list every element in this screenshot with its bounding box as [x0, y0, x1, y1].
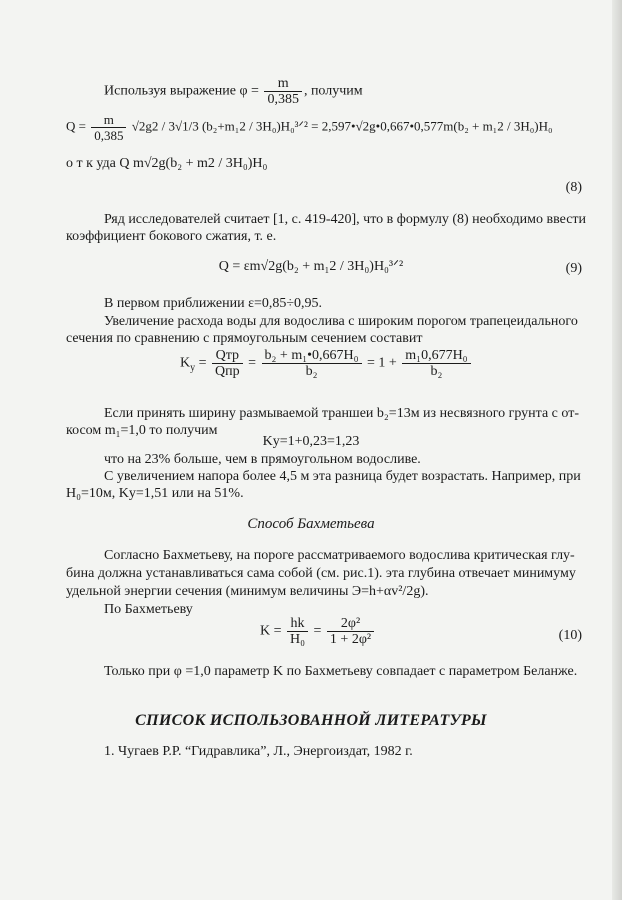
reference-item-1: 1. Чугаев Р.Р. “Гидравлика”, Л., Энергоиздат, 1982 г. [104, 744, 413, 759]
formula-q-main: Q = $\frac{m}{0,385}$ √2g2 / 3√1/3 (b₂+m₁2 / 3H₀)H₀³ᐟ² = 2,597•√2g•0,667•0,577m(b₂ + m₁2 / 3H₀)H₀ [66, 112, 553, 143]
para5-line1: Согласно Бахметьеву, на пороге рассматриваемого водослива критическая глу- [104, 548, 575, 563]
para5-line2: бина должна устанавливаться сама собой (см. рис.1). эта глубина отвечает минимуму [66, 566, 576, 581]
po-bakhmetevu: По Бахметьеву [104, 602, 193, 617]
ky-fraction-3: $\frac{\text{m₁0,677H₀}}{\text{b₂}}$ [402, 348, 470, 379]
formula-otkuda: о т к уда Q m√2g(b₂ + m2 / 3H₀)H₀ [66, 156, 268, 171]
para3-line1: Если принять ширину размываемой траншеи b₂=13м из несвязного грунта с от- [104, 406, 579, 421]
ky-value: Kу=1+0,23=1,23 [262, 434, 360, 449]
eq10-number: (10) [558, 628, 582, 643]
ky-fraction-1: $\frac{\text{Qтр}}{\text{Qпр}}$ [212, 348, 243, 379]
ky-fraction-2: $\frac{\text{b₂ + m₁•0,667H₀}}{\text{b₂}}$ [262, 348, 362, 379]
k-fraction-2: $\frac{\text{2φ²}}{\text{1 + 2φ²}}$ [327, 616, 374, 647]
intro-line: Используя выражение φ = $\frac{m}{0,385}$ , получим [104, 76, 363, 107]
para3-line2: косом m₁=1,0 то получим [66, 423, 218, 438]
para6: Только при φ =1,0 параметр K по Бахметьеву совпадает с параметром Беланже. [104, 664, 578, 679]
para4-line2: H₀=10м, Kу=1,51 или на 51%. [66, 486, 244, 501]
eq8-number: (8) [565, 180, 582, 195]
eq9-number: (9) [565, 261, 582, 276]
para4-line1: С увеличением напора более 4,5 м эта разница будет возрастать. Например, при [104, 469, 581, 484]
formula10: K = $\frac{hk}{\text{H₀}}$ = $\frac{\text{2φ²}}{\text{1 + 2φ²}}$ [260, 616, 376, 647]
references-heading: СПИСОК ИСПОЛЬЗОВАННОЙ ЛИТЕРАТУРЫ [135, 712, 487, 729]
para2-line1: Увеличение расхода воды для водослива с широким порогом трапецеидального [104, 314, 578, 329]
formula9: Q = εm√2g(b₂ + m₁2 / 3H₀)H₀³ᐟ² [218, 259, 404, 274]
para2-line2: сечения по сравнению с прямоугольным сечением составит [66, 331, 423, 346]
formula-ky: $K_у$ = $\frac{\text{Qтр}}{\text{Qпр}}$ = $\frac{\text{b₂ + m₁•0,667H₀}}{\text{b₂}}$ = 1 + $\frac{\text{m₁0,677H₀}}{\text{b₂}}$ [180, 348, 473, 379]
para5-line3: удельной энергии сечения (минимум величины Э=h+αv²/2g). [66, 584, 429, 599]
para3-end: что на 23% больше, чем в прямоугольном водосливе. [104, 452, 421, 467]
phi-fraction: $\frac{m}{0,385}$ [264, 76, 302, 107]
para1-line1: Ряд исследователей считает [1, с. 419-420], что в формулу (8) необходимо ввести [104, 212, 587, 227]
page-edge-shadow [612, 0, 622, 900]
method-heading: Способ Бахметьева [247, 516, 375, 532]
approx-line: В первом приближении ε=0,85÷0,95. [104, 296, 323, 311]
para1-line2: коэффициент бокового сжатия, т. е. [66, 229, 277, 244]
q-fraction: $\frac{m}{0,385}$ [91, 112, 126, 143]
k-fraction-1: $\frac{hk}{\text{H₀}}$ [287, 616, 308, 647]
